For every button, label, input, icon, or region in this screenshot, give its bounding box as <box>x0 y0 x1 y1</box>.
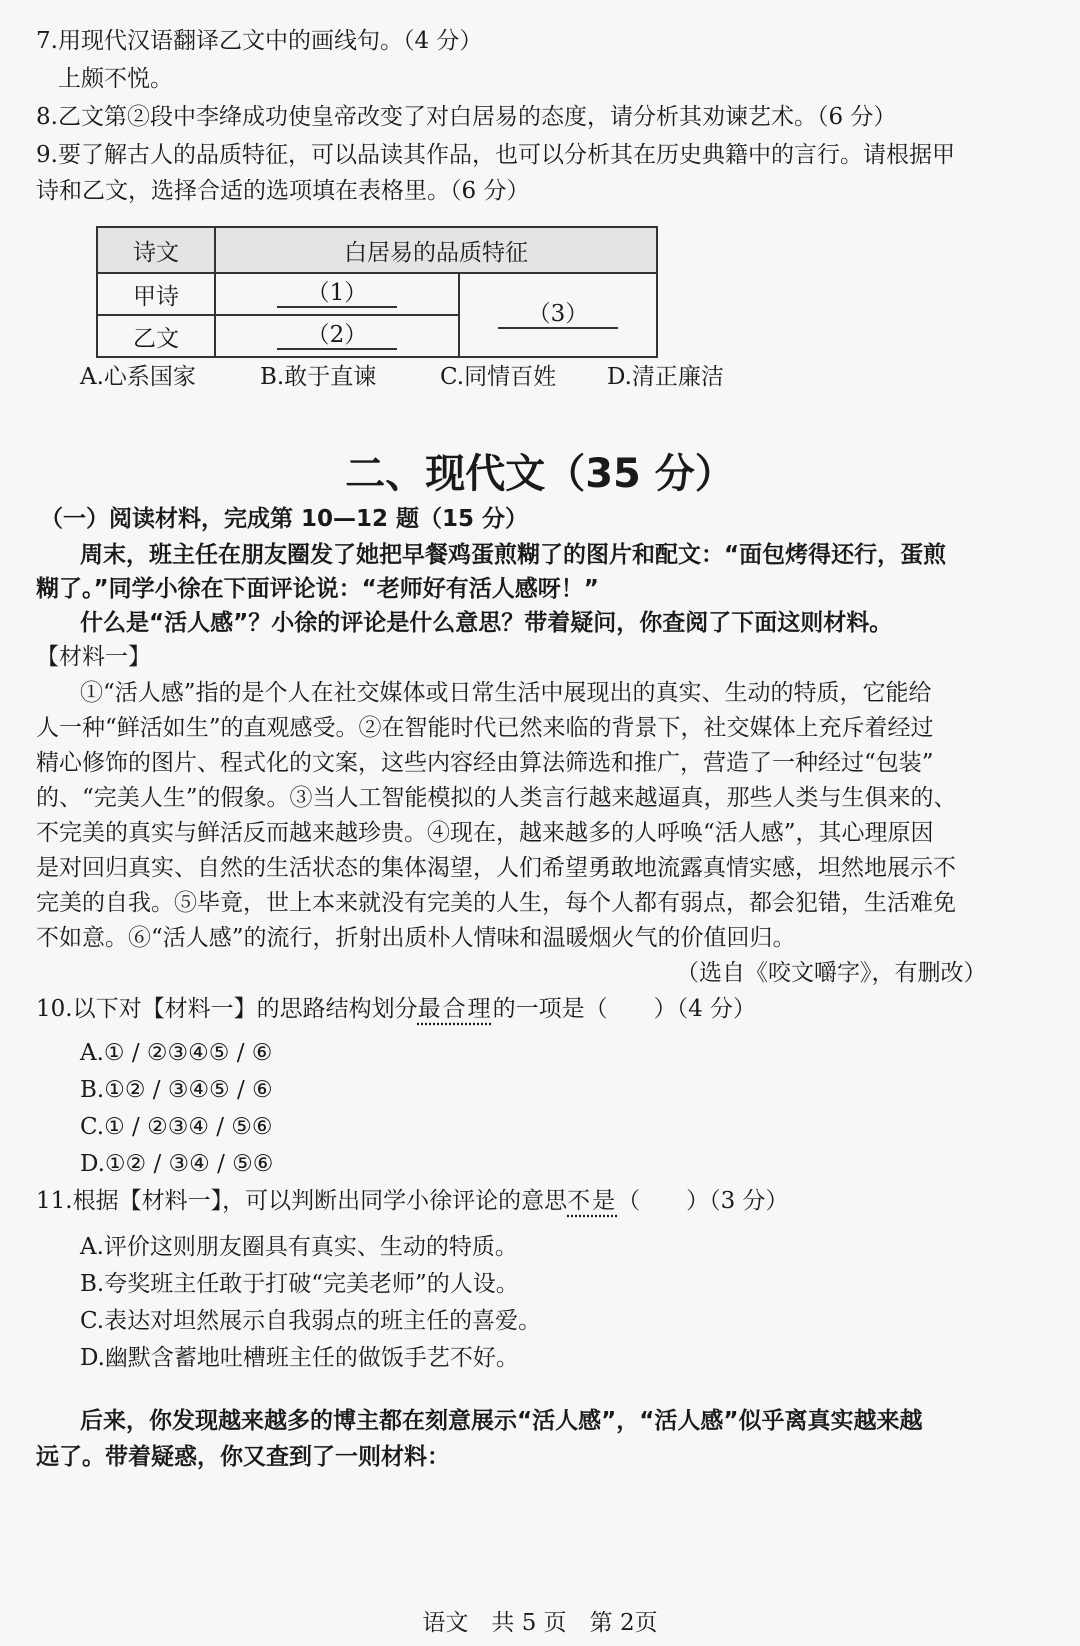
later-line-2: 远了。带着疑惑，你又查到了一则材料： <box>36 1444 450 1470</box>
material-line: 不完美的真实与鲜活反而越来越珍贵。④现在，越来越多的人呼唤“活人感”，其心理原因 <box>36 820 934 846</box>
question-11 <box>36 1186 789 1216</box>
question-7: 7.用现代汉语翻译乙文中的画线句。（4 分） <box>36 28 483 54</box>
material-line: 人一种“鲜活如生”的直观感受。②在智能时代已然来临的背景下，社交媒体上充斥着经过 <box>36 715 934 741</box>
table-header-poem: 诗文 <box>97 227 215 273</box>
table-cell-blank-3[interactable] <box>459 273 657 357</box>
source-citation: （选自《咬文嚼字》，有删改） <box>676 960 987 986</box>
later-line-1: 后来，你发现越来越多的博主都在刻意展示“活人感”，“活人感”似乎离真实越来越 <box>80 1408 923 1434</box>
answer-table <box>96 226 658 358</box>
table-row-label: 乙文 <box>97 315 215 357</box>
q11-tail: （ ）（3 分） <box>617 1188 789 1214</box>
question-7-sentence: 上颇不悦。 <box>58 66 173 92</box>
question-8: 8.乙文第②段中李绛成功使皇帝改变了对白居易的态度，请分析其劝谏艺术。（6 分） <box>36 104 897 130</box>
q10-text: 10.以下对【材料一】的思路结构划分 <box>36 996 418 1022</box>
blank-3: （3） <box>498 301 618 329</box>
option-b: B.敢于直谏 <box>260 364 377 390</box>
option-d: D.清正廉洁 <box>607 364 724 390</box>
option-c: C.同情百姓 <box>440 364 557 390</box>
material-label: 【材料一】 <box>36 644 151 670</box>
material-line: 完美的自我。⑤毕竟，世上本来就没有完美的人生，每个人都有弱点，都会犯错，生活难免 <box>36 890 956 916</box>
intro-line-1: 周末，班主任在朋友圈发了她把早餐鸡蛋煎糊了的图片和配文：“面包烤得还行，蛋煎 <box>80 542 947 568</box>
material-line: ①“活人感”指的是个人在社交媒体或日常生活中展现出的真实、生动的特质，它能给 <box>80 680 932 706</box>
table-cell-blank-2[interactable] <box>215 315 459 357</box>
material-line: 精心修饰的图片、程式化的文案，这些内容经由算法筛选和推广，营造了一种经过“包装” <box>36 750 934 776</box>
table-cell-blank-1[interactable] <box>215 273 459 315</box>
material-line: 的、“完美人生”的假象。③当人工智能模拟的人类言行越来越逼真，那些人类与生俱来的、 <box>36 785 957 811</box>
intro-line-3: 什么是“活人感”？小徐的评论是什么意思？带着疑问，你查阅了下面这则材料。 <box>80 610 893 636</box>
table-header-quality: 白居易的品质特征 <box>215 227 657 273</box>
q11-option-a: A.评价这则朋友圈具有真实、生动的特质。 <box>80 1234 518 1260</box>
question-9-line1: 9.要了解古人的品质特征，可以品读其作品，也可以分析其在历史典籍中的言行。请根据甲 <box>36 142 955 168</box>
blank-2: （2） <box>277 322 397 350</box>
q11-option-d: D.幽默含蓄地吐槽班主任的做饭手艺不好。 <box>80 1345 519 1371</box>
q11-text: 11.根据【材料一】，可以判断出同学小徐评论的意思 <box>36 1188 568 1214</box>
question-10 <box>36 994 756 1024</box>
intro-line-2: 糊了。”同学小徐在下面评论说：“老师好有活人感呀！” <box>36 576 599 602</box>
table-row-label: 甲诗 <box>97 273 215 315</box>
q10-option-b: B.①② / ③④⑤ / ⑥ <box>80 1077 273 1103</box>
q10-option-d: D.①② / ③④ / ⑤⑥ <box>80 1151 274 1177</box>
section-title: 二、现代文（35 分） <box>345 451 735 497</box>
q10-emphasis: 最合理 <box>417 996 493 1022</box>
question-9-line2: 诗和乙文，选择合适的选项填在表格里。（6 分） <box>36 178 530 204</box>
blank-1: （1） <box>277 280 397 308</box>
q11-option-b: B.夸奖班主任敢于打破“完美老师”的人设。 <box>80 1271 519 1297</box>
q10-option-c: C.① / ②③④ / ⑤⑥ <box>80 1114 273 1140</box>
material-line: 是对回归真实、自然的生活状态的集体渴望，人们希望勇敢地流露真情实感，坦然地展示不 <box>36 855 956 881</box>
q10-option-a: A.① / ②③④⑤ / ⑥ <box>80 1040 273 1066</box>
option-a: A.心系国家 <box>80 364 196 390</box>
q10-tail: 的一项是（ ）（4 分） <box>492 996 757 1022</box>
q11-option-c: C.表达对坦然展示自我弱点的班主任的喜爱。 <box>80 1308 542 1334</box>
page-footer: 语文 共 5 页 第 2页 <box>422 1610 658 1636</box>
part-heading: （一）阅读材料，完成第 10—12 题（15 分） <box>40 506 529 532</box>
q11-emphasis: 不是 <box>567 1188 618 1214</box>
material-line: 不如意。⑥“活人感”的流行，折射出质朴人情味和温暖烟火气的价值回归。 <box>36 925 796 951</box>
